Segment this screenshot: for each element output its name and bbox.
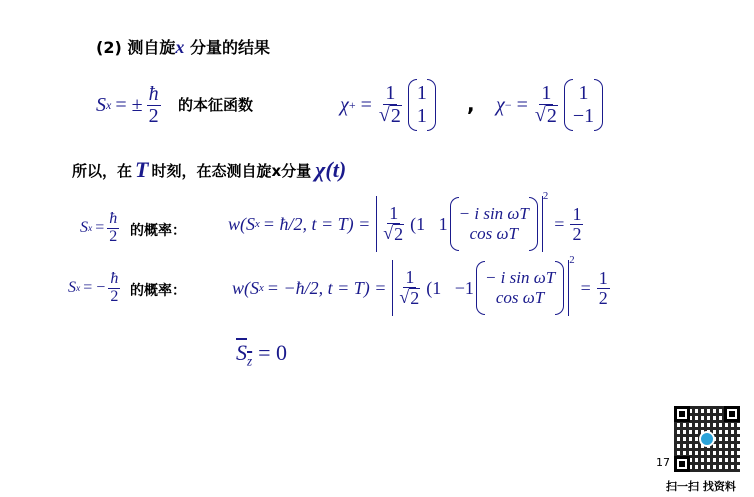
abs-bar-right xyxy=(542,196,543,252)
sentence-part1: 所以，在 xyxy=(72,161,133,180)
sz-subscript: z xyxy=(247,353,253,369)
equals-zero: = 0 xyxy=(258,340,288,365)
one: 1 xyxy=(541,82,552,104)
two: 2 xyxy=(148,104,159,127)
vector-entry: cos ωT xyxy=(495,288,545,307)
left-paren xyxy=(476,261,485,315)
vector-plus xyxy=(417,82,427,128)
abs-bar-left xyxy=(392,260,393,316)
chi-plus-formula xyxy=(340,76,436,134)
sentence-part2: 时刻，在态测自旋x分量 xyxy=(151,161,312,180)
vector-entry: − i sin ωT xyxy=(458,204,529,224)
sz-symbol: S xyxy=(236,340,247,365)
row-vector: (1 1 xyxy=(410,213,448,234)
sx-subscript: x xyxy=(88,222,93,234)
time-symbol: T xyxy=(135,157,149,182)
power: 2 xyxy=(569,254,575,266)
heading-symbol: x xyxy=(175,37,185,57)
one-over-sqrt2: 1 √ 2 xyxy=(399,267,420,308)
probability-label: 的概率： xyxy=(130,283,186,299)
row-vector: (1 −1 xyxy=(426,277,474,298)
vector-minus xyxy=(573,82,594,128)
state-vector xyxy=(459,204,529,243)
result-den: 2 xyxy=(572,223,582,244)
power: 2 xyxy=(542,190,549,202)
eigenfunction-label: 的本征函数 xyxy=(178,96,254,114)
result-fraction xyxy=(570,205,583,244)
qr-caption: 扫一扫 找资料 xyxy=(666,480,736,493)
result-den: 2 xyxy=(598,287,608,308)
row-entry: 1 xyxy=(416,213,426,234)
abs-bar-left xyxy=(376,196,377,252)
left-paren xyxy=(564,79,573,131)
hbar-over-two xyxy=(147,84,161,127)
sx-symbol: S xyxy=(68,279,76,296)
chi-t-symbol: χ(t) xyxy=(315,157,347,182)
sx-symbol: S xyxy=(96,93,106,116)
equals: = xyxy=(554,213,565,234)
section-heading xyxy=(96,35,270,58)
hbar: ħ xyxy=(109,209,118,227)
one: 1 xyxy=(389,203,399,224)
row-entry: 1 xyxy=(432,277,442,298)
two: 2 xyxy=(110,287,119,305)
vector-entry: 1 xyxy=(416,105,427,127)
vector-entry: 1 xyxy=(578,82,589,104)
vector-entry: cos ωT xyxy=(469,224,518,243)
hbar-over-two xyxy=(108,271,120,306)
one-over-sqrt2: 1 √ 2 xyxy=(383,203,404,244)
w-args: = −ħ/2, t = T) = xyxy=(266,277,387,298)
sqrt-two: 2 xyxy=(394,224,404,244)
heading-prefix: (2) xyxy=(96,38,122,57)
pm-equals: = ± xyxy=(115,93,143,116)
chi-minus-formula xyxy=(496,76,603,134)
chi-minus-symbol: χ xyxy=(496,93,505,116)
heading-suffix: 分量的结果 xyxy=(189,38,270,57)
right-paren xyxy=(594,79,603,131)
row-entry: −1 xyxy=(454,277,474,298)
qr-finder xyxy=(674,406,690,422)
hbar: ħ xyxy=(110,269,119,287)
qr-finder xyxy=(724,406,740,422)
state-vector xyxy=(485,268,555,307)
result-fraction xyxy=(597,269,610,308)
sx-symbol: S xyxy=(80,219,88,236)
average-sz-formula xyxy=(236,340,287,369)
chi-plus-symbol: χ xyxy=(340,93,349,116)
w-function: w(S xyxy=(232,277,259,298)
prob-plus-condition xyxy=(80,206,119,250)
equals: = xyxy=(580,277,591,298)
one: 1 xyxy=(405,267,415,288)
left-paren xyxy=(408,79,417,131)
w-args: = ħ/2, t = T) = xyxy=(262,213,371,234)
sx-subscript: x xyxy=(76,282,81,294)
right-paren xyxy=(529,197,538,251)
prob-plus-formula xyxy=(228,192,583,256)
sqrt-two: 2 xyxy=(546,105,557,127)
abs-bar-right xyxy=(568,260,569,316)
result-num: 1 xyxy=(598,267,608,288)
sqrt-two: 2 xyxy=(390,105,401,127)
vector-entry: 1 xyxy=(416,82,427,104)
left-paren xyxy=(450,197,459,251)
two: 2 xyxy=(109,227,118,245)
heading-text: 测自旋 xyxy=(127,38,176,57)
equals: = xyxy=(516,93,528,116)
one-over-sqrt2: 1 √ 2 xyxy=(378,82,401,127)
hbar-over-two xyxy=(107,211,119,246)
prob-minus-formula xyxy=(232,256,610,320)
one: 1 xyxy=(385,82,396,104)
vector-entry: −1 xyxy=(572,105,595,127)
right-paren xyxy=(555,261,564,315)
row-entry: 1 xyxy=(438,213,448,234)
sqrt-two: 2 xyxy=(410,288,420,308)
qr-finder xyxy=(674,456,690,472)
equals: = xyxy=(360,93,372,116)
separator-comma: , xyxy=(467,92,475,116)
result-num: 1 xyxy=(572,203,582,224)
equals: = xyxy=(95,219,105,236)
measurement-sentence xyxy=(72,157,346,183)
hbar: ħ xyxy=(148,82,159,105)
w-subscript: x xyxy=(255,218,260,230)
sx-subscript: x xyxy=(106,97,112,112)
page-number: 17 xyxy=(656,456,670,469)
vector-entry: − i sin ωT xyxy=(484,268,556,288)
prob-minus-condition xyxy=(68,266,120,310)
one-over-sqrt2: 1 √ 2 xyxy=(534,82,557,127)
equals-minus: = − xyxy=(83,279,106,296)
chi-minus-sub: − xyxy=(504,97,512,112)
right-paren xyxy=(427,79,436,131)
qr-code[interactable] xyxy=(672,404,742,474)
sz-average xyxy=(236,340,252,369)
qr-logo-icon xyxy=(699,431,715,447)
probability-label: 的概率： xyxy=(130,223,186,239)
sx-eigenvalue-formula xyxy=(96,80,161,130)
w-subscript: x xyxy=(259,282,264,294)
chi-plus-sub: + xyxy=(348,97,356,112)
w-function: w(S xyxy=(228,213,255,234)
